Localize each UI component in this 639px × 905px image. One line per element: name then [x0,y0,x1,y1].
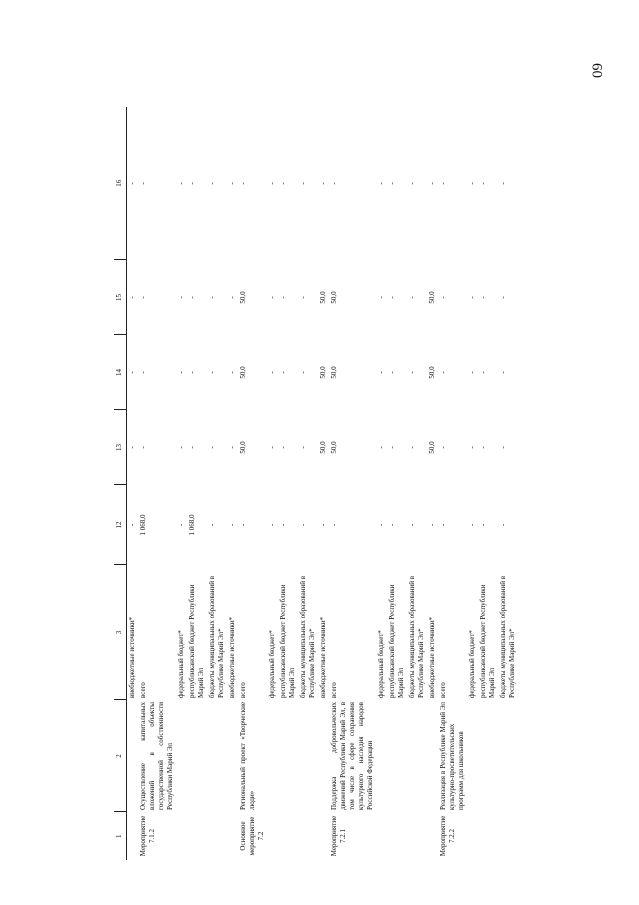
event-code [376,812,387,860]
value-cell: - [499,446,507,449]
table-row [376,107,387,860]
value-cell: - [388,296,396,299]
event-code: Мероприятие 7.1.2 [139,815,156,857]
event-code [127,812,139,860]
funding-source: всего [139,682,147,698]
value-cell: - [499,523,507,527]
value-cell: - [439,446,447,449]
event-title: Реализация в Республике Марий Эл культурно-просветительских программ для школьников [439,702,465,810]
value-cell: - [377,371,385,374]
value-cell: - [439,296,447,299]
funding-source: бюджеты муниципальных образований в Республике Марий Эл* [408,575,425,698]
value-cell: - [228,182,236,185]
value-cell: - [439,182,447,185]
event-code [298,812,318,860]
value-cell: 50,0 [239,441,247,454]
event-code: Основное мероприятие 7.2 [239,816,265,856]
value-cell: - [279,446,287,449]
value-cell: - [208,523,216,527]
funding-source: всего [239,682,247,698]
event-title [467,700,478,812]
table-row [427,107,438,860]
value-cell: - [268,523,276,527]
value-cell: - [377,182,385,185]
table-row [187,107,207,860]
event-code [207,812,227,860]
value-cell: - [408,523,416,527]
value-cell: 50,0 [319,441,327,454]
event-title [278,700,298,812]
event-code [407,812,427,860]
column-header: 1 [114,812,127,860]
value-cell: - [299,296,307,299]
funding-source: бюджеты муниципальных образований в Республике Марий Эл* [208,575,225,698]
funding-source: республиканский бюджет Республики Марий Эл [188,584,205,698]
event-code [318,812,329,860]
value-cell: - [499,371,507,374]
event-code [267,812,278,860]
value-cell: - [128,523,136,527]
value-cell: - [279,371,287,374]
value-cell: - [139,371,147,374]
column-header: 13 [114,410,127,485]
value-cell: - [428,523,436,527]
event-title [127,700,139,812]
value-cell: - [268,296,276,299]
value-cell: - [439,371,447,374]
table-row [478,107,498,860]
value-cell: - [479,371,487,374]
funding-source: всего [330,682,338,698]
value-cell: - [239,523,247,527]
value-cell: - [377,296,385,299]
event-title [407,700,427,812]
event-title: Региональный проект «Творческие люди» [239,702,256,810]
event-title [387,700,407,812]
funding-source: внебюджетные источники* [128,616,136,698]
value-cell: - [468,182,476,185]
event-code [176,812,187,860]
value-cell: - [479,296,487,299]
funding-source: внебюджетные источники* [319,616,327,698]
column-header: 16 [114,107,127,260]
value-cell: - [299,523,307,527]
value-cell: - [330,182,338,185]
budget-table [114,107,634,860]
value-cell: - [177,446,185,449]
value-cell: - [268,371,276,374]
value-cell: - [468,523,476,527]
value-cell: - [468,296,476,299]
table-row [127,107,139,860]
value-cell: - [128,371,136,374]
value-cell: - [468,446,476,449]
value-cell: 50,0 [239,366,247,379]
event-title [267,700,278,812]
value-cell: - [177,523,185,527]
value-cell: - [408,446,416,449]
value-cell: - [208,182,216,185]
event-title [298,700,318,812]
event-code [278,812,298,860]
column-header: 15 [114,260,127,335]
value-cell: - [279,523,287,527]
value-cell: 50,0 [330,366,338,379]
value-cell: - [188,182,196,185]
event-code [427,812,438,860]
value-cell: - [228,371,236,374]
value-cell: - [388,371,396,374]
value-cell: - [177,182,185,185]
funding-source: республиканский бюджет Республики Марий Эл [279,584,296,698]
value-cell: - [428,182,436,185]
event-code [467,812,478,860]
value-cell: - [377,446,385,449]
value-cell: - [188,296,196,299]
value-cell: 50,0 [319,291,327,304]
funding-source: внебюджетные источники* [428,616,436,698]
event-title [498,700,518,812]
table-body [127,107,519,860]
table-row [227,107,238,860]
value-cell: - [128,182,136,185]
value-cell: - [268,446,276,449]
value-cell: 50,0 [330,291,338,304]
table-row [298,107,318,860]
event-title [318,700,329,812]
value-cell: 1 068,0 [188,514,196,536]
value-cell: 50,0 [428,366,436,379]
value-cell: 50,0 [319,366,327,379]
funding-source: бюджеты муниципальных образований в Республике Марий Эл* [499,575,516,698]
value-cell: - [388,182,396,185]
value-cell: 1 068,0 [139,514,147,536]
value-cell: 50,0 [428,291,436,304]
value-cell: - [479,182,487,185]
event-title: Поддержка добровольческих движений Республики Марий Эл, в том числе в сфере сохранения культурного наследия народов Российской Федерации [330,702,374,810]
table-row [267,107,278,860]
value-cell: - [330,523,338,527]
value-cell: - [299,182,307,185]
value-cell: - [239,182,247,185]
value-cell: 50,0 [428,441,436,454]
value-cell: - [479,523,487,527]
funding-source: республиканский бюджет Республики Марий Эл [479,584,496,698]
table-row [498,107,518,860]
value-cell: - [279,296,287,299]
value-cell: - [377,523,385,527]
funding-source: федеральный бюджет* [468,630,476,698]
funding-source: республиканский бюджет Республики Марий Эл [388,584,405,698]
value-cell: - [139,296,147,299]
table-row [438,107,467,860]
value-cell: - [319,182,327,185]
value-cell: - [479,446,487,449]
value-cell: - [499,296,507,299]
value-cell: - [208,296,216,299]
event-code [227,812,238,860]
table-row [207,107,227,860]
value-cell: 50,0 [330,441,338,454]
table-row [467,107,478,860]
table-row [318,107,329,860]
table-row [238,107,267,860]
value-cell: - [139,182,147,185]
table-row [329,107,376,860]
value-cell: - [177,371,185,374]
value-cell: - [468,371,476,374]
value-cell: - [188,371,196,374]
value-cell: - [408,371,416,374]
page-number: 60 [588,63,605,78]
event-code [387,812,407,860]
value-cell: - [408,182,416,185]
value-cell: - [279,182,287,185]
event-title [176,700,187,812]
column-header: 12 [114,485,127,565]
value-cell: - [299,446,307,449]
funding-source: федеральный бюджет* [177,630,185,698]
event-code [187,812,207,860]
value-cell: - [388,446,396,449]
funding-source: бюджеты муниципальных образований в Республике Марий Эл* [299,575,316,698]
column-header: 14 [114,335,127,410]
value-cell: - [439,523,447,527]
event-title [227,700,238,812]
value-cell: - [408,296,416,299]
event-title [187,700,207,812]
funding-source: федеральный бюджет* [377,630,385,698]
value-cell: - [208,446,216,449]
value-cell: - [228,296,236,299]
funding-source: внебюджетные источники* [228,616,236,698]
event-code [478,812,498,860]
value-cell: - [128,296,136,299]
event-code [498,812,518,860]
value-cell: - [228,446,236,449]
value-cell: - [128,446,136,449]
event-code: Мероприятие 7.2.1 [330,815,347,857]
value-cell: - [268,182,276,185]
value-cell: - [188,446,196,449]
event-title [376,700,387,812]
event-code: Мероприятие 7.2.2 [439,815,456,857]
value-cell: - [499,182,507,185]
column-header: 3 [114,565,127,700]
funding-source: всего [439,682,447,698]
event-title: Осуществление капитальных вложений в объекты государственной собственности Республики Марий Эл [139,702,174,810]
value-cell: - [208,371,216,374]
table-row [407,107,427,860]
table-row [387,107,407,860]
event-title [207,700,227,812]
event-title [427,700,438,812]
header-row [114,107,127,860]
value-cell: - [228,523,236,527]
value-cell: - [388,523,396,527]
value-cell: - [299,371,307,374]
table-row [176,107,187,860]
value-cell: 50,0 [239,291,247,304]
value-cell: - [319,523,327,527]
value-cell: - [177,296,185,299]
table-row [278,107,298,860]
event-title [478,700,498,812]
value-cell: - [139,446,147,449]
funding-source: федеральный бюджет* [268,630,276,698]
table-row [138,107,176,860]
column-header: 2 [114,700,127,812]
